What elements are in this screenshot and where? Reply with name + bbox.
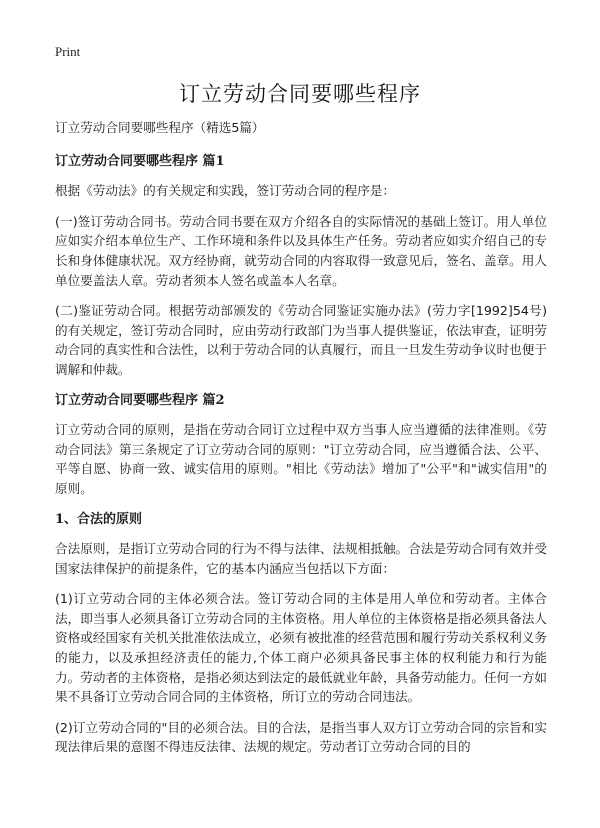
paragraph: (一)签订劳动合同书。劳动合同书要在双方介绍各自的实际情况的基础上签订。用人单位应如实介绍本单位生产、工作环境和条件以及具体生产任务。劳动者应如实介绍自己的专长和身体健康状况。双方经协商，就劳动合同的内容取得一致意见后，签名、盖章。用人单位要盖法人章。劳动者须本人签名或盖本人名章。 bbox=[55, 213, 547, 288]
section-heading-1: 订立劳动合同要哪些程序 篇1 bbox=[55, 153, 225, 169]
paragraph: 订立劳动合同的原则，是指在劳动合同订立过程中双方当事人应当遵循的法律准则。《劳动合同法》第三条规定了订立劳动合同的原则："订立劳动合同，应当遵循合法、公平、平等自愿、协商一致、诚实信用的原则。"相比《劳动法》增加了"公平"和"诚实信用"的原则。 bbox=[55, 422, 547, 496]
section-heading-3: 1、合法的原则 bbox=[55, 511, 143, 527]
document-title: 订立劳动合同要哪些程序 bbox=[179, 82, 421, 106]
paragraph: 合法原则，是指订立劳动合同的行为不得与法律、法规相抵触。合法是劳动合同有效并受国家法律保护的前提条件，它的基本内涵应当包括以下方面： bbox=[55, 541, 547, 576]
section-heading-2: 订立劳动合同要哪些程序 篇2 bbox=[55, 392, 225, 408]
print-label: Print bbox=[55, 44, 81, 59]
document-body bbox=[55, 118, 547, 768]
document-subtitle: 订立劳动合同要哪些程序（精选5篇） bbox=[55, 120, 265, 135]
paragraph: (2)订立劳动合同的"目的必须合法。目的合法，是指当事人双方订立劳动合同的宗旨和实现法律后果的意图不得违反法律、法规的规定。劳动者订立劳动合同的目的 bbox=[55, 719, 547, 755]
paragraph: (1)订立劳动合同的主体必须合法。签订劳动合同的主体是用人单位和劳动者。主体合法，即当事人必须具备订立劳动合同的主体资格。用人单位的主体资格是指必须具备法人资格或经国家有关机关批准依法成立，必须有被批准的经营范围和履行劳动关系权利义务的能力，以及承担经济责任的能力,个体工商户必须具备民事主体的权利能力和行为能力。劳动者的主体资格，是指必须达到法定的最低就业年龄，具备劳动能力。任何一方如果不具备订立劳动合同合同的主体资格，所订立的劳动合同违法。 bbox=[55, 591, 547, 705]
paragraph: (二)鉴证劳动合同。根据劳动部颁发的《劳动合同鉴证实施办法》(劳力字[1992]54号)的有关规定，签订劳动合同时，应由劳动行政部门为当事人提供鉴证，依法审查，证明劳动合同的真实性和合法性，以利于劳动合同的认真履行，而且一旦发生劳动争议时也便于调解和仲裁。 bbox=[55, 303, 547, 377]
paragraph: 根据《劳动法》的有关规定和实践，签订劳动合同的程序是： bbox=[55, 183, 396, 199]
